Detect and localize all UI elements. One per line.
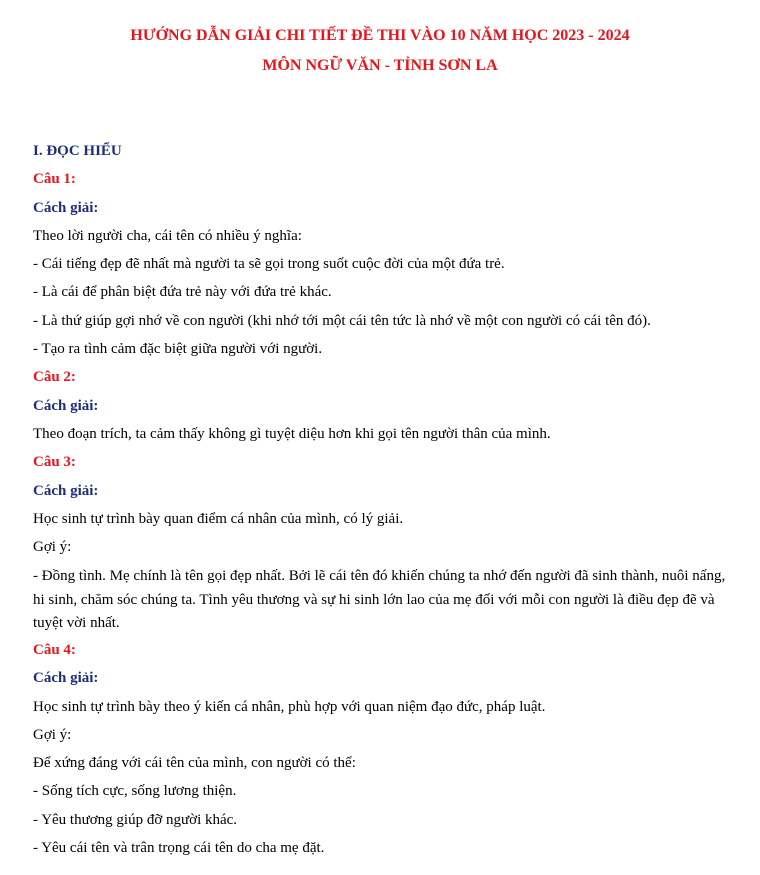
method-heading: Cách giải:	[33, 397, 99, 414]
question-heading: Câu 3:	[33, 454, 76, 471]
method-heading: Cách giải:	[33, 670, 99, 687]
question-heading: Câu 4:	[33, 641, 76, 658]
method-heading: Cách giải:	[33, 482, 99, 499]
body-paragraph: - Tạo ra tình cảm đặc biệt giữa người với người.	[33, 341, 323, 358]
body-paragraph: - Cái tiếng đẹp đẽ nhất mà người ta sẽ gọi trong suốt cuộc đời của một đứa trẻ.	[33, 256, 505, 273]
body-paragraph: - Là cái để phân biệt đứa trẻ này với đứa trẻ khác.	[33, 284, 332, 301]
question-heading: Câu 1:	[33, 171, 76, 188]
document-title: HƯỚNG DẪN GIẢI CHI TIẾT ĐỀ THI VÀO 10 NĂM HỌC 2023 - 2024	[130, 27, 630, 44]
question-heading: Câu 2:	[33, 369, 76, 386]
body-paragraph: Gợi ý:	[33, 539, 72, 556]
body-paragraph: Gợi ý:	[33, 726, 72, 743]
body-paragraph: Theo đoạn trích, ta cảm thấy không gì tuyệt diệu hơn khi gọi tên người thân của mình.	[33, 425, 551, 442]
document-subtitle: MÔN NGỮ VĂN - TỈNH SƠN LA	[262, 57, 498, 74]
section-heading: I. ĐỌC HIỂU	[33, 143, 122, 159]
body-paragraph: - Đồng tình. Mẹ chính là tên gọi đẹp nhất. Bởi lẽ cái tên đó khiến chúng ta nhớ đến người đã sinh thành, nuôi nấng, hi sinh, chăm sóc chúng ta. Tình yêu thương và sự hi sinh lớn lao của mẹ đối với mỗi con người là điều đẹp đẽ và tuyệt vời nhất.	[33, 568, 726, 632]
method-heading: Cách giải:	[33, 199, 99, 216]
body-paragraph: - Sống tích cực, sống lương thiện.	[33, 783, 237, 800]
document-body	[33, 141, 738, 866]
body-paragraph: - Là thứ giúp gợi nhớ về con người (khi nhớ tới một cái tên tức là nhớ về một con người có cái tên đó).	[33, 312, 651, 329]
body-paragraph: Học sinh tự trình bày quan điểm cá nhân của mình, có lý giải.	[33, 510, 404, 527]
body-paragraph: - Yêu thương giúp đỡ người khác.	[33, 811, 238, 828]
body-paragraph: Học sinh tự trình bày theo ý kiến cá nhân, phù hợp với quan niệm đạo đức, pháp luật.	[33, 698, 546, 715]
body-paragraph: - Yêu cái tên và trân trọng cái tên do cha mẹ đặt.	[33, 840, 325, 857]
body-paragraph: Để xứng đáng với cái tên của mình, con người có thể:	[33, 755, 356, 772]
body-paragraph: Theo lời người cha, cái tên có nhiều ý nghĩa:	[33, 227, 302, 244]
